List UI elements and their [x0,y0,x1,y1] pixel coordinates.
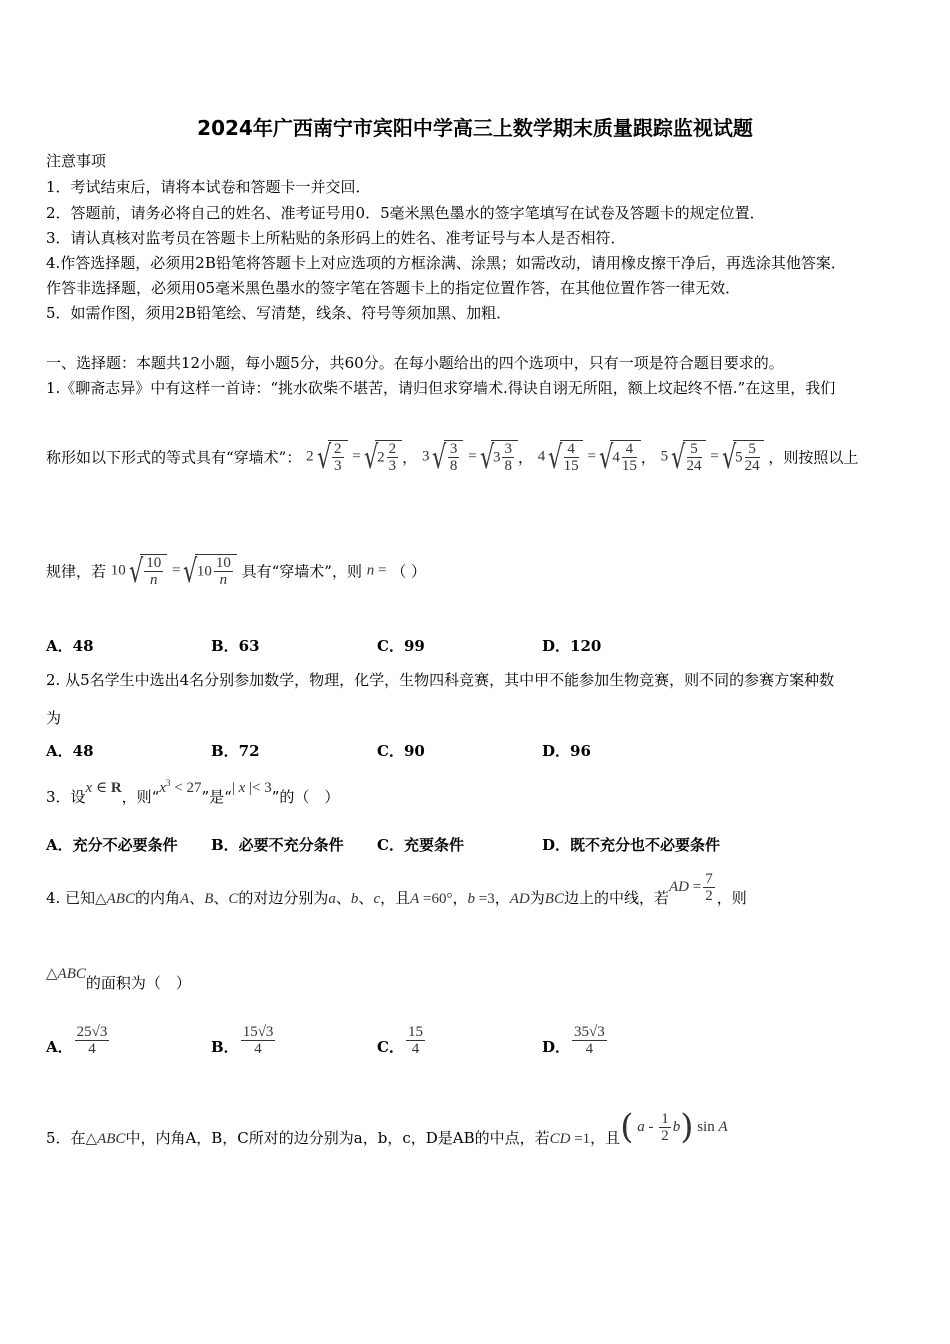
q2-option-b: B．72 [211,742,260,760]
q3-option-a: A．充分不必要条件 [46,836,178,854]
page-title: 2024年广西南宁市宾阳中学高三上数学期末质量跟踪监视试题 [197,116,753,140]
q4-option-d: D． $\frac{35√3}{4}$ [542,1024,605,1057]
question-1-condition-line: 规律，若 10√ $\frac{10}{n}$ =√10 $\frac{10}{n}$ 具有“穿墙术”，则 n = （ ） [46,552,427,590]
q2-option-c: C．90 [377,742,425,760]
section-heading: 一、选择题：本题共12小题，每小题5分，共60分。在每小题给出的四个选项中，只有一项是符合题目要求的。 [46,354,784,372]
notice-heading: 注意事项 [46,152,107,170]
question-4-text-cont: △ABC的面积为（ ） [46,966,191,992]
question-2-text-cont: 为 [46,709,62,727]
q4-option-a: A． $\frac{25√3}{4}$ [46,1024,108,1057]
q2-option-a: A．48 [46,742,94,760]
question-2-text: 2. 从5名学生中选出4名分别参加数学，物理，化学，生物四科竞赛，其中甲不能参加生物竞赛，则不同的参赛方案种数 [46,671,835,689]
q2-option-d: D．96 [542,742,591,760]
notice-item: 4.作答选择题，必须用2B铅笔将答题卡上对应选项的方框涂满、涂黑；如需改动，请用橡皮擦干净后，再选涂其他答案． [46,254,846,272]
question-4-text: 4. 已知△ABC的内角A、B、C的对边分别为a、b、c，且A =60°，b =3，AD为BC边上的中线，若AD = $\frac{7}{2}$ ，则 [46,870,747,907]
q3-option-d: D．既不充分也不必要条件 [542,836,721,854]
question-5-text: 5．在△ABC中，内角A，B，C所对的边分别为a，b，c，D是AB的中点，若CD =1，且( a - $\frac{1}{2}$ b) sin A [46,1107,728,1147]
q1-option-b: B．63 [211,637,260,655]
notice-item: 1．考试结束后，请将本试卷和答题卡一并交回． [46,178,371,196]
question-1-text: 1.《聊斋志异》中有这样一首诗：“挑水砍柴不堪苦，请归但求穿墙术.得诀自诩无所阻，额上坟起终不悟.”在这里，我们 [46,379,836,397]
notice-item: 5．如需作图，须用2B铅笔绘、写清楚，线条、符号等须加黑、加粗． [46,304,512,322]
q1-option-a: A．48 [46,637,94,655]
notice-item: 作答非选择题，必须用05毫米黑色墨水的签字笔在答题卡上的指定位置作答，在其他位置作答一律无效． [46,279,741,297]
question-3-text: 3．设x ∈ R，则“$x^3 < 27$”是“| x |< 3”的（ ） [46,778,340,806]
q1-option-d: D．120 [542,637,602,655]
q4-option-b: B． $\frac{15√3}{4}$ [211,1024,274,1057]
notice-item: 3．请认真核对监考员在答题卡上所粘贴的条形码上的姓名、准考证号与本人是否相符． [46,229,626,247]
notice-item: 2．答题前，请务必将自己的姓名、准考证号用0．5毫米黑色墨水的签字笔填写在试卷及答题卡的规定位置． [46,204,765,222]
question-1-formula-line: 称形如以下形式的等式具有“穿墙术”： 2√ $\frac{2}{3}$ =√2 $\frac{2}{3}$ ， 3√ $\frac{3}{8}$ =√3 $\frac{3}{8}$ ， 4√ $\frac{4}{15}$ =√4 $\frac{4}{15}$ ， 5√ $\frac{5}{24}$ =√5 $\frac{5}{24}$ ，则按照以上 [46,438,859,476]
q3-option-b: B．必要不充分条件 [211,836,344,854]
q4-option-c: C． $\frac{15}{4}$ [377,1024,423,1057]
q3-option-c: C．充要条件 [377,836,464,854]
q1-option-c: C．99 [377,637,425,655]
